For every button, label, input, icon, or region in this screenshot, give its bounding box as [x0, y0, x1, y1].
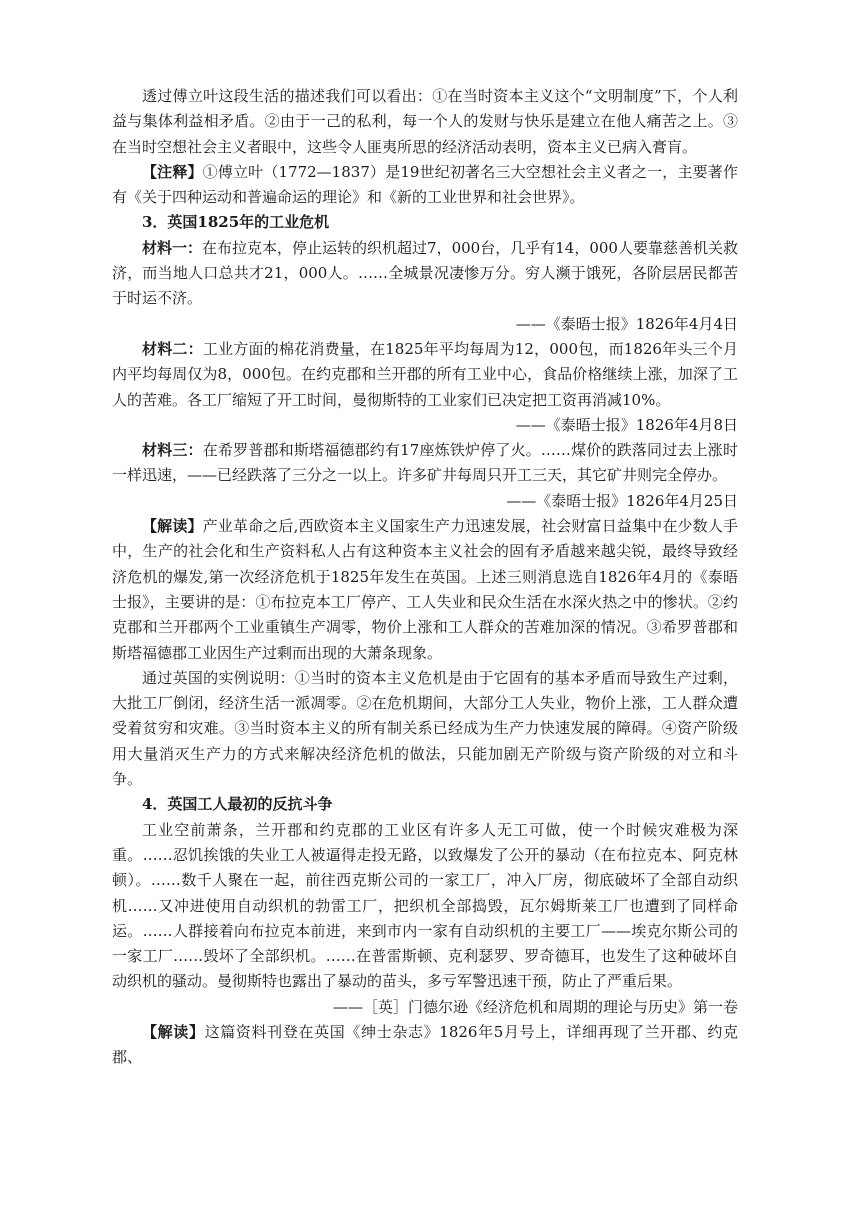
material-1	[112, 236, 738, 312]
quote-source: ——［英］门德尔逊《经济危机和周期的理论与历史》第一卷	[332, 997, 738, 1016]
reading-2	[112, 1020, 738, 1071]
document-body	[112, 84, 738, 1071]
paragraph-conclusion-fourier: 透过傅立叶这段生活的描述我们可以看出：①在当时资本主义这个“文明制度”下，个人利益与集体利益相矛盾。②由于一己的私利，每一个人的发财与快乐是建立在他人痛苦之上。③在当时空想社会主义者眼中，这些令人匪夷所思的经济活动表明，资本主义已病入膏肓。	[112, 87, 738, 156]
reading-2-label: 【解读】	[142, 1022, 205, 1041]
reading-1	[112, 514, 738, 666]
note-paragraph	[112, 160, 738, 211]
quote-workers-struggle: 工业空前萧条，兰开郡和约克郡的工业区有许多人无工可做，使一个时候灾难极为深重。……忍饥挨饿的失业工人被逼得走投无路，以致爆发了公开的暴动（在布拉克本、阿克林顿）。……数千人聚在一起，前往西克斯公司的一家工厂，冲入厂房，彻底破坏了全部自动织机……又冲进使用自动织机的勃雷工厂，把织机全部捣毁，瓦尔姆斯莱工厂也遭到了同样命运。……人群接着向布拉克本前进，来到市内一家有自动织机的主要工厂——埃克尔斯公司的一家工厂……毁坏了全部织机。……在普雷斯顿、克利瑟罗、罗奇德耳，也发生了这种破坏自动织机的骚动。曼彻斯特也露出了暴动的苗头，多亏军警迅速干预，防止了严重后果。	[112, 820, 738, 991]
section-heading-4: 4．英国工人最初的反抗斗争	[142, 795, 333, 814]
material-2-source: ——《泰晤士报》1826年4月8日	[515, 415, 738, 434]
note-label: 【注释】	[142, 162, 203, 181]
reading-1-label: 【解读】	[142, 517, 203, 536]
reading-1-continued: 通过英国的实例说明：①当时的资本主义危机是由于它固有的基本矛盾而导致生产过剩，大批工厂倒闭，经济生活一派凋零。②在危机期间，大部分工人失业，物价上涨，工人群众遭受着贫穷和灾难。③当时资本主义的所有制关系已经成为生产力快速发展的障碍。④资产阶级用大量消灭生产力的方式来解决经济危机的做法，只能加剧无产阶级与资产阶级的对立和斗争。	[112, 668, 738, 789]
section-heading-3: 3．英国1825年的工业危机	[142, 213, 330, 232]
material-2-label: 材料二：	[142, 339, 203, 358]
note-text: ①傅立叶（1772—1837）是19世纪初著名三大空想社会主义者之一，主要著作有《关于四种运动和普遍命运的理论》和《新的工业世界和社会世界》。	[112, 162, 738, 207]
material-1-label: 材料一：	[142, 238, 203, 257]
material-3	[112, 438, 738, 489]
material-3-text: 在希罗普郡和斯塔福德郡约有17座炼铁炉停了火。……煤价的跌落同过去上涨时一样迅速，——已经跌落了三分之一以上。许多矿井每周只开工三天，其它矿井则完全停办。	[112, 441, 738, 485]
reading-2-text: 这篇资料刊登在英国《绅士杂志》1826年5月号上，详细再现了兰开郡、约克郡、	[112, 1022, 738, 1067]
material-3-label: 材料三：	[142, 441, 203, 460]
material-2	[112, 337, 738, 413]
reading-1-text: 产业革命之后,西欧资本主义国家生产力迅速发展，社会财富日益集中在少数人手中，生产的社会化和生产资料私人占有这种资本主义社会的固有矛盾越来越尖锐，最终导致经济危机的爆发,第一次经济危机于1825年发生在英国。上述三则消息选自1826年4月的《泰晤士报》，主要讲的是：①布拉克本工厂停产、工人失业和民众生活在水深火热之中的惨状。②约克郡和兰开郡两个工业重镇生产凋零，物价上涨和工人群众的苦难加深的情况。③希罗普郡和斯塔福德郡工业因生产过剩而出现的大萧条现象。	[112, 517, 738, 662]
material-2-text: 工业方面的棉花消费量，在1825年平均每周为12，000包，而1826年头三个月内平均每周仅为8，000包。在约克郡和兰开郡的所有工业中心，食品价格继续上涨，加深了工人的苦难。各工厂缩短了开工时间，曼彻斯特的工业家们已决定把工资再消减10%。	[112, 339, 738, 409]
material-1-text: 在布拉克本，停止运转的织机超过7，000台，几乎有14，000人要靠慈善机关救济，而当地人口总共才21，000人。……全城景况凄惨万分。穷人濒于饿死，各阶层居民都苦于时运不济。	[112, 238, 738, 308]
material-3-source: ——《泰晤士报》1826年4月25日	[506, 491, 738, 510]
material-1-source: ——《泰晤士报》1826年4月4日	[515, 314, 738, 333]
